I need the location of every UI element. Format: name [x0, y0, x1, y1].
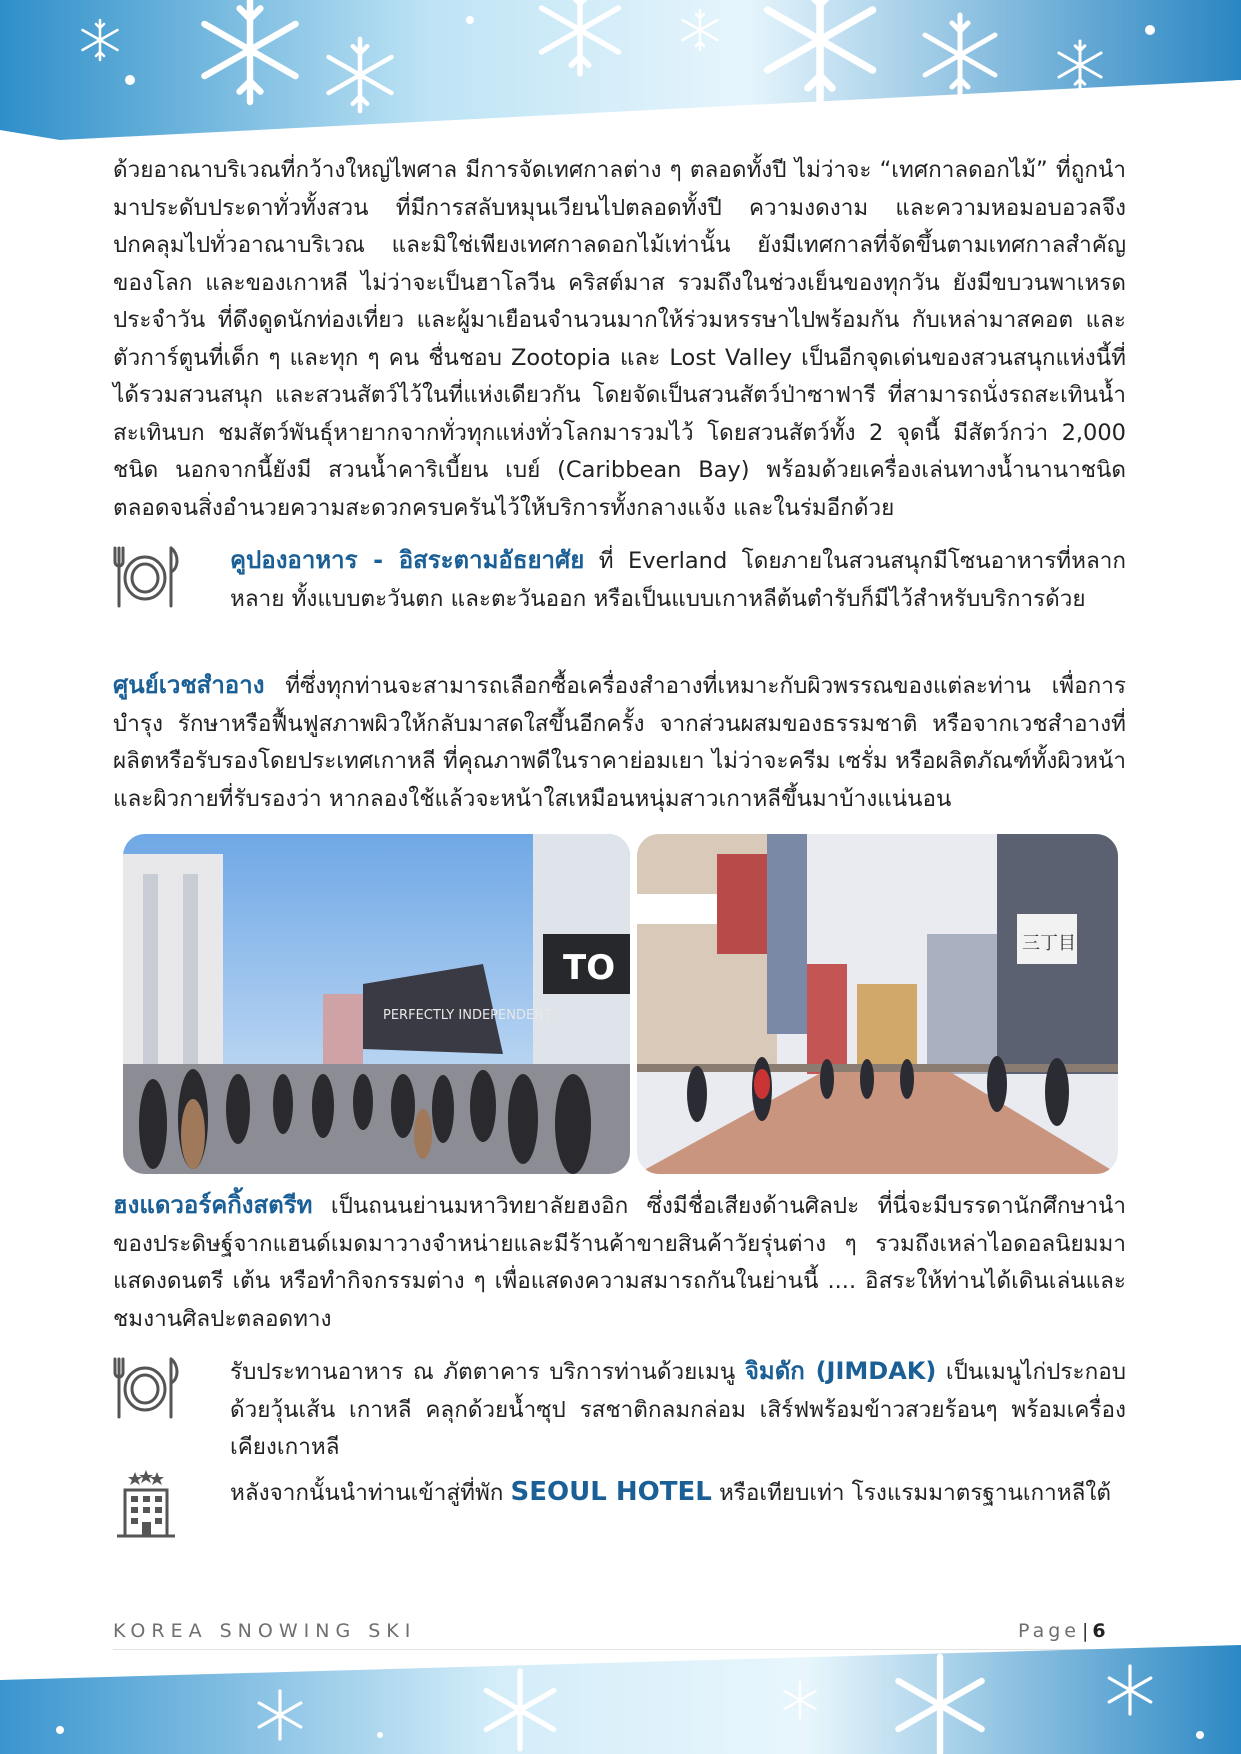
hotel-intro: หลังจากนั้นนำท่านเข้าสู่ที่พัก — [230, 1480, 511, 1506]
bottom-winter-banner — [0, 1640, 1241, 1754]
snowflake-banner-graphic — [0, 0, 1241, 150]
snowflake-banner-graphic — [0, 1640, 1241, 1754]
hongdae-street-photo — [637, 834, 1118, 1174]
top-winter-banner — [0, 0, 1241, 150]
hotel-icon — [113, 1470, 179, 1540]
jimdak-meal-text — [230, 1353, 1126, 1467]
dining-icon — [113, 1353, 179, 1423]
photo-myeongdong-crowd — [123, 834, 630, 1174]
meal-coupon-text — [230, 542, 1126, 618]
meal-coupon-highlight: คูปองอาหาร - อิสระตามอัธยาศัย — [230, 546, 585, 574]
footer-page-label: Page — [1018, 1620, 1080, 1642]
street-crowd-photo — [123, 834, 630, 1174]
hotel-highlight: SEOUL HOTEL — [510, 1477, 712, 1507]
jimdak-description: เป็นเมนูไก่ประกอบด้วยวุ้นเส้น เกาหลี คลุกด้วยน้ำซุป รสชาติกลมกล่อม เสิร์ฟพร้อมข้าวสวยร้อนๆ พร้อมเครื่องเคียงเกาหลี — [230, 1359, 1126, 1460]
hongdae-highlight: ฮงแดวอร์คกิ้งสตรีท — [113, 1191, 313, 1219]
cosmetic-description: ที่ซึ่งทุกท่านจะสามารถเลือกซื้อเครื่องสำอางที่เหมาะกับผิวพรรณของแต่ละท่าน เพื่อการบำรุง รักษาหรือฟื้นฟูสภาพผิวให้กลับมาสดใสขึ้นอีกครั้ง จากส่วนผสมของธรรมชาติ หรือจากเวชสำอางที่ผลิตหรือรับรองโดยประเทศเกาหลี ที่คุณภาพดีในราคาย่อมเยา ไม่ว่าจะครีม เซรั่ม หรือผลิตภัณฑ์ทั้งผิวหน้าและผิวกายที่รับรองว่า หากลองใช้แล้วจะหน้าใสเหมือนหนุ่มสาวเกาหลีขึ้นมาบ้างแน่นอน — [113, 673, 1126, 812]
billboard-text: PERFECTLY INDEPENDENT — [383, 1008, 552, 1023]
hotel-text — [230, 1474, 1126, 1513]
footer-separator: | — [1082, 1620, 1089, 1642]
cosmetic-paragraph — [113, 667, 1126, 818]
hongdae-paragraph — [113, 1187, 1126, 1338]
photo-hongdae-street — [637, 834, 1118, 1174]
dining-icon — [113, 542, 179, 612]
meal-coupon-description: ที่ Everland โดยภายในสวนสนุกมีโซนอาหารที่หลากหลาย ทั้งแบบตะวันตก และตะวันออก หรือเป็นแบบเกาหลีต้นตำรับก็มีไว้สำหรับบริการด้วย — [230, 548, 1127, 612]
footer-page-number: 6 — [1092, 1620, 1106, 1642]
cosmetic-highlight: ศูนย์เวชสำอาง — [113, 671, 265, 699]
jimdak-highlight: จิมดัก (JIMDAK) — [744, 1357, 937, 1385]
footer-page — [1018, 1620, 1106, 1642]
intro-paragraph: ด้วยอาณาบริเวณที่กว้างใหญ่ไพศาล มีการจัดเทศกาลต่าง ๆ ตลอดทั้งปี ไม่ว่าจะ “เทศกาลดอกไม้” ที่ถูกนำมาประดับประดาทั่วทั้งสวน ที่มีการสลับหมุนเวียนไปตลอดทั้งปี ความงดงาม และความหอมอบอวลจึงปกคลุมไปทั่วอาณาบริเวณ และมิใช่เพียงเทศกาลดอกไม้เท่านั้น ยังมีเทศกาลที่จัดขึ้นตามเทศกาลสำคัญของโลก และของเกาหลี ไม่ว่าจะเป็นฮาโลวีน คริสต์มาส รวมถึงในช่วงเย็นของทุกวัน ยังมีขบวนพาเหรดประจำวัน ที่ดึงดูดนักท่องเที่ยว และผู้มาเยือนจำนวนมากให้ร่วมหรรษาไปพร้อมกัน กับเหล่ามาสคอต และตัวการ์ตูนที่เด็ก ๆ และทุก ๆ คน ชื่นชอบ Zootopia และ Lost Valley เป็นอีกจุดเด่นของสวนสนุกแห่งนี้ที่ได้รวมสวนสนุก และสวนสัตว์ไว้ในที่แห่งเดียวกัน โดยจัดเป็นสวนสัตว์ป่าซาฟารี ที่สามารถนั่งรถสะเทินน้ำสะเทินบก ชมสัตว์พันธุ์หายากจากทั่วทุกแห่งทั่วโลกมารวมไว้ โดยสวนสัตว์ทั้ง 2 จุดนี้ มีสัตว์กว่า 2,000 ชนิด นอกจากนี้ยังมี สวนน้ำคาริเบี้ยน เบย์ (Caribbean Bay) พร้อมด้วยเครื่องเล่นทางน้ำนานาชนิด ตลอดจนสิ่งอำนวยความสะดวกครบครันไว้ให้บริการทั้งกลางแจ้ง และในร่มอีกด้วย — [113, 157, 1126, 521]
footer-brand: KOREA SNOWING SKI — [113, 1620, 417, 1642]
hotel-description: หรือเทียบเท่า โรงแรมมาตรฐานเกาหลีใต้ — [711, 1480, 1112, 1506]
store-sign-text: TO — [563, 948, 616, 988]
hongdae-description: เป็นถนนย่านมหาวิทยาลัยฮงอิก ซึ่งมีชื่อเสียงด้านศิลปะ ที่นี่จะมีบรรดานักศึกษานำของประดิษฐ์จากแฮนด์เมดมาวางจำหน่ายและมีร้านค้าขายสินค้าวัยรุ่นต่าง ๆ รวมถึงเหล่าไอดอลนิยมมาแสดงดนตรี เต้น หรือทำกิจกรรมต่าง ๆ เพื่อแสดงความสมารถกันในย่านนี้ .... อิสระให้ท่านได้เดินเล่นและชมงานศิลปะตลอดทาง — [113, 1193, 1126, 1332]
jimdak-intro: รับประทานอาหาร ณ ภัตตาคาร บริการท่านด้วยเมนู — [230, 1359, 745, 1385]
shop-sign-text: 三丁目 — [1022, 933, 1076, 954]
